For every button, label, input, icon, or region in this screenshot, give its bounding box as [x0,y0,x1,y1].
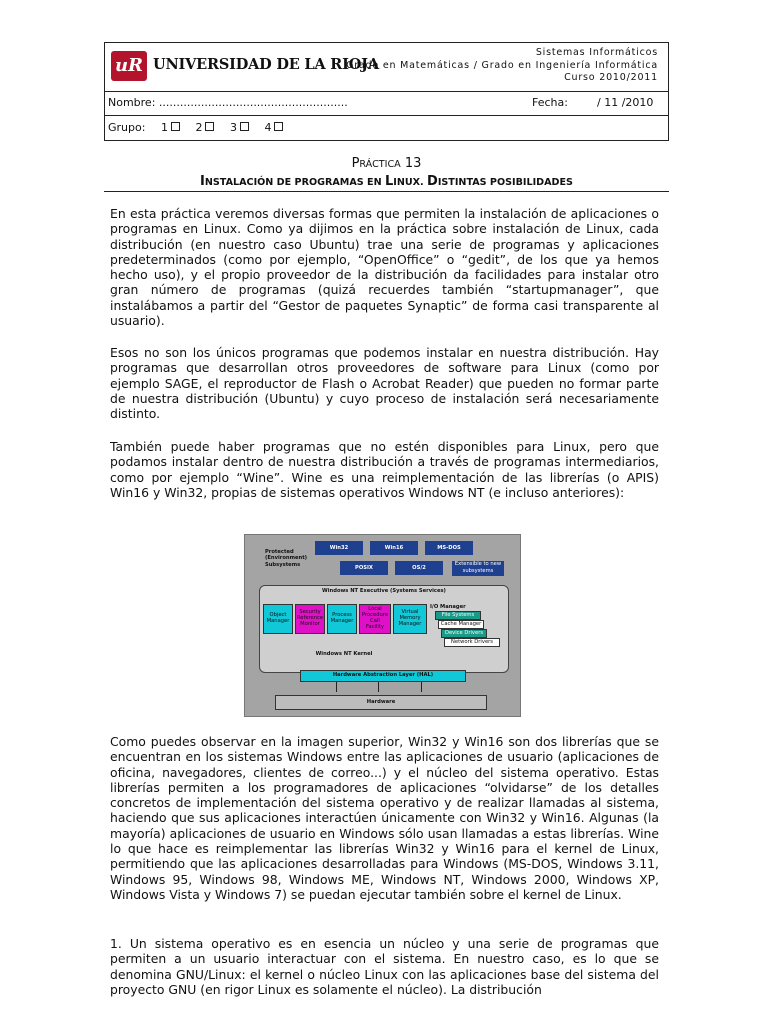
grupo-option-3: 3 [229,121,237,134]
object-manager: Object Manager [263,604,293,634]
connector-line [378,682,379,692]
hal-layer: Hardware Abstraction Layer (HAL) [300,670,466,682]
nt-kernel: Windows NT Kernel [315,651,373,657]
subsystem-os2: OS/2 [395,561,443,575]
fecha-value: / 11 /2010 [597,96,654,109]
course-subject: Sistemas Informáticos [535,47,658,58]
connector-line [336,682,337,692]
course-info [346,47,658,85]
header-box [104,42,669,141]
local-procedure-call: Local Procedure Call Facility [359,604,391,634]
subsystem-posix: POSIX [340,561,388,575]
header-group-row [105,115,668,141]
security-reference-monitor: Security Reference Monitor [295,604,325,634]
virtual-memory-manager: Virtual Memory Manager [393,604,427,634]
nombre-field: Nombre: ...................................................... [108,96,348,109]
grupo-selector [108,121,295,134]
windows-nt-architecture-diagram [244,534,521,717]
grupo-option-4: 4 [264,121,272,134]
header-top-row [105,43,668,92]
checkbox-icon[interactable] [205,122,214,131]
io-file-systems: File Systems [435,611,481,620]
header-name-row [105,91,668,116]
university-logo-icon: uR [111,51,147,81]
university-name: UNIVERSIDAD DE LA RIOJA [153,56,379,73]
paragraph-intro: En esta práctica veremos diversas formas que permiten la instalación de aplicaciones o programas en Linux. Como ya dijimos en la práctica sobre instalación de Linux, cada distribución (en nuestro caso Ubuntu) trae una serie de programas y aplicaciones predeterminados (como por ejemplo, “OpenOffice” o “gedit”, de los que ya hemos hecho uso), y el propio proveedor de la distribución da facilidades para instalar otro gran número de programas (quizá recuerdes también “startupmanager”, que instalábamos a partir del “Gestor de paquetes Synaptic” de forma casi transparente al usuario). [110,206,659,329]
io-manager-label: I/O Manager [430,604,466,610]
grupo-option-2: 2 [195,121,203,134]
process-manager: Process Manager [327,604,357,634]
paragraph-numbered-1: 1. Un sistema operativo es en esencia un núcleo y una serie de programas que permiten a un usuario interactuar con el sistema. En nuestro caso, es lo que se denomina GNU/Linux: el kernel o núcleo Linux con las aplicaciones base del sistema del proyecto GNU (en rigor Linux es solamente el núcleo). La distribución [110,936,659,997]
paragraph-win32-explanation: Como puedes observar en la imagen superior, Win32 y Win16 son dos librerías que se encuentran en los sistemas Windows entre las aplicaciones de usuario (aplicaciones de oficina, navegadores, clientes de correo...) y el núcleo del sistema operativo. Estas librerías permiten a los programadores de aplicaciones “olvidarse” de los detalles concretos de implementación del sistema operativo y de realizar llamadas al sistema, haciendo que sus aplicaciones interactúen únicamente con Win32 y Win16. Algunas (la mayoría) aplicaciones de usuario en Windows sólo usan llamadas a estas librerías. Wine lo que hace es reimplementar las librerías Win32 y Win16 para el kernel de Linux, permitiendo que las aplicaciones desarrolladas para Windows (MS-DOS, Windows 3.11, Windows 95, Windows 98, Windows ME, Windows NT, Windows 2000, Windows XP, Windows Vista y Windows 7) se puedan ejecutar también sobre el kernel de Linux. [110,734,659,902]
fecha-label: Fecha: [532,96,568,109]
checkbox-icon[interactable] [274,122,283,131]
paragraph-wine: También puede haber programas que no estén disponibles para Linux, pero que podamos instalar dentro de nuestra distribución a través de programas intermediarios, como por ejemplo “Wine”. Wine es una reimplementación de las librerías (o APIS) Win16 y Win32, propias de sistemas operativos Windows NT (e incluso anteriores): [110,439,659,500]
grupo-option-1: 1 [160,121,168,134]
course-year: Curso 2010/2011 [564,72,658,83]
checkbox-icon[interactable] [240,122,249,131]
practice-title: INSTALACIÓN DE PROGRAMAS EN LINUX. DISTINTAS POSIBILIDADES [200,174,573,189]
grupo-label: Grupo: [108,121,146,134]
practice-number: PRÁCTICA 13 [351,156,422,171]
subsystem-msdos: MS-DOS [425,541,473,555]
subsystem-win32: Win32 [315,541,363,555]
protected-subsystems-label: Protected (Environment) Subsystems [265,549,308,568]
io-device-drivers: Device Drivers [441,629,487,638]
subsystem-win16: Win16 [370,541,418,555]
io-cache-manager: Cache Manager [438,620,484,629]
io-network-drivers: Network Drivers [444,638,500,647]
nt-executive-title: Windows NT Executive (Systems Services) [322,588,446,594]
paragraph-other-programs: Esos no son los únicos programas que podemos instalar en nuestra distribución. Hay programas que desarrollan otros proveedores de software para Linux (como por ejemplo SAGE, el reproductor de Flash o Acrobat Reader) que pueden no formar parte de nuestra distribución (Ubuntu) y cuyo proceso de instalación será necesariamente distinto. [110,345,659,422]
hardware-layer: Hardware [275,695,487,710]
title-divider [104,191,669,192]
checkbox-icon[interactable] [171,122,180,131]
course-degrees: Grado en Matemáticas / Grado en Ingeniería Informática [346,59,658,71]
subsystem-extensible: Extensible to new subsystems [452,561,504,576]
connector-line [421,682,422,692]
